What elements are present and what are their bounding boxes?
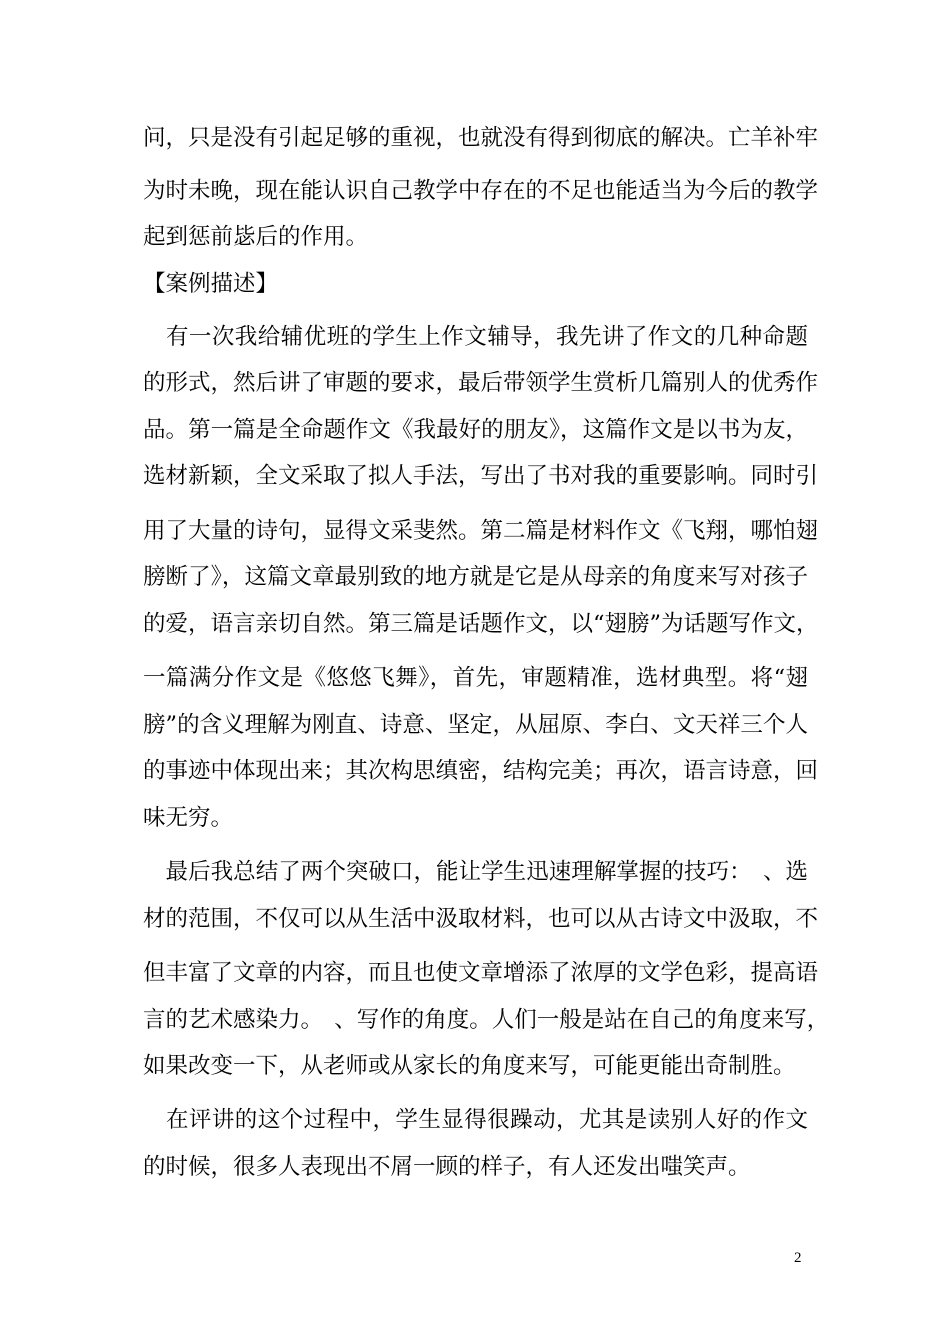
section-heading: 【案例描述】: [143, 271, 279, 297]
text-line: 问，只是没有引起足够的重视，也就没有得到彻底的解决。亡羊补牢: [143, 125, 819, 151]
text-line: 用了大量的诗句，显得文采斐然。第二篇是材料作文《飞翔，哪怕翅: [143, 518, 819, 544]
page-number: 2: [794, 1250, 802, 1266]
text-line: 选材新颖，全文采取了拟人手法，写出了书对我的重要影响。同时引: [143, 463, 819, 489]
text-line: 在评讲的这个过程中，学生显得很躁动，尤其是读别人好的作文: [143, 1107, 808, 1133]
text-line: 言的艺术感染力。 、写作的角度。人们一般是站在自己的角度来写，: [143, 1007, 830, 1033]
text-line: 的事迹中体现出来；其次构思缜密，结构完美；再次，语言诗意，回: [143, 758, 819, 784]
text-line: 味无穷。: [143, 805, 234, 831]
text-line: 一篇满分作文是《悠悠飞舞》，首先，审题精准，选材典型。将“翅: [143, 665, 808, 691]
text-line: 的时候，很多人表现出不屑一顾的样子，有人还发出嗤笑声。: [143, 1154, 751, 1180]
text-line: 膀”的含义理解为刚直、诗意、坚定，从屈原、李白、文天祥三个人: [143, 712, 808, 738]
text-line: 如果改变一下，从老师或从家长的角度来写，可能更能出奇制胜。: [143, 1053, 796, 1079]
text-line: 膀断了》，这篇文章最别致的地方就是它是从母亲的角度来写对孩子: [143, 564, 808, 590]
text-line: 起到惩前毖后的作用。: [143, 224, 369, 250]
text-line: 有一次我给辅优班的学生上作文辅导，我先讲了作文的几种命题: [143, 324, 808, 350]
text-line: 的形式，然后讲了审题的要求，最后带领学生赏析几篇别人的优秀作: [143, 370, 819, 396]
text-line: 为时未晚，现在能认识自己教学中存在的不足也能适当为今后的教学: [143, 178, 819, 204]
text-line: 品。第一篇是全命题作文《我最好的朋友》，这篇作文是以书为友，: [143, 417, 808, 443]
text-line: 的爱，语言亲切自然。第三篇是话题作文，以“翅膀”为话题写作文，: [143, 611, 819, 637]
text-line: 但丰富了文章的内容，而且也使文章增添了浓厚的文学色彩，提高语: [143, 960, 819, 986]
text-line: 最后我总结了两个突破口，能让学生迅速理解掌握的技巧： 、选: [143, 859, 808, 885]
text-line: 材的范围，不仅可以从生活中汲取材料，也可以从古诗文中汲取，不: [143, 906, 819, 932]
